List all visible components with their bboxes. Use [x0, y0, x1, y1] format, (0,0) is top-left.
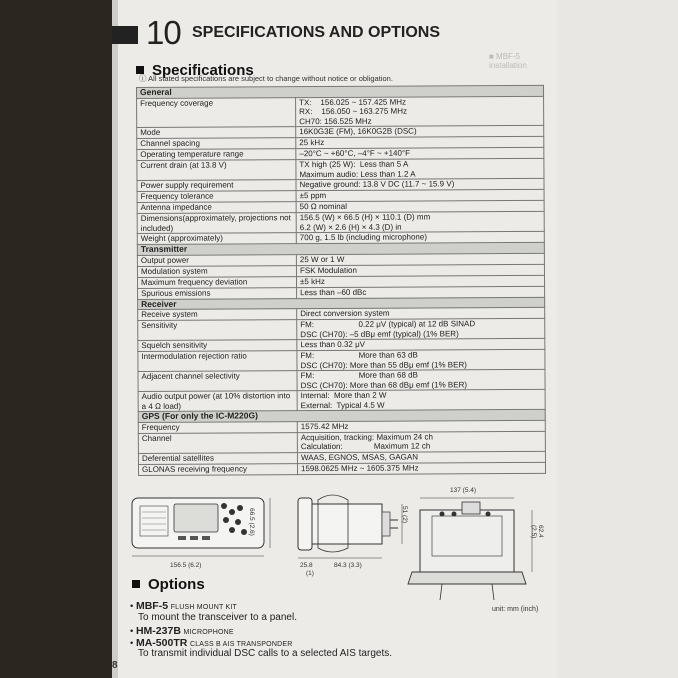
option-ma500tr: • MA-500TR CLASS B AIS TRANSPONDER [130, 637, 293, 649]
spec-label: Spurious emissions [138, 287, 297, 299]
spec-label: Power supply requirement [137, 180, 296, 192]
chapter-tab [112, 26, 138, 44]
spec-value-line: DSC (CH70): –5 dBμ emf (typical) (1% BER) [300, 328, 459, 339]
spec-row [137, 96, 544, 128]
spec-value-line: 1598.0625 MHz ~ 1605.375 MHz [300, 463, 419, 473]
spec-value-line: Calculation: Maximum 12 ch [300, 441, 431, 452]
spec-row [138, 389, 545, 411]
spec-label: Frequency [138, 421, 297, 433]
adjacent-page-heading: ■ MBF-5 installation [489, 52, 527, 70]
spec-row [137, 158, 544, 180]
spec-value [296, 96, 544, 127]
spec-label: Audio output power (at 10% distortion into a 4 Ω load) [138, 391, 297, 412]
page-spine [112, 0, 118, 678]
bracket-height-dimension: 62.4 (2.5) [530, 525, 544, 539]
spec-label: Receive system [138, 309, 297, 321]
spec-value-line: Less than 0.32 μV [300, 339, 366, 350]
spec-value-line: Direct conversion system [300, 308, 390, 319]
spec-value-line: 700 g, 1.5 lb (including microphone) [299, 232, 428, 243]
option-ma500tr-description: To transmit individual DSC calls to a selected AIS targets. [138, 648, 393, 659]
spec-value [297, 369, 545, 390]
spec-value-line: TX: 156.025 ~ 157.425 MHz [299, 97, 407, 107]
bracket-view-diagram [402, 494, 552, 604]
specifications-note: ⓘ All stated specifications are subject to change without notice or obligation. [139, 74, 393, 83]
spec-label: Frequency coverage [137, 97, 296, 127]
spec-value-line: Internal: More than 2 W [300, 390, 387, 401]
spec-value-line: 156.5 (W) × 66.5 (H) × 110.1 (D) mm [299, 212, 431, 223]
spec-row [138, 349, 545, 371]
spec-row [138, 431, 545, 453]
spec-label: Mode [137, 127, 296, 139]
spec-value-line: External: Typical 4.5 W [300, 400, 385, 410]
spec-label: Modulation system [137, 265, 296, 277]
front-view-diagram [128, 494, 278, 574]
spec-value-line: CH70: 156.525 MHz [299, 116, 372, 126]
spec-label: Weight (approximately) [137, 233, 296, 245]
chapter-title: SPECIFICATIONS AND OPTIONS [192, 24, 441, 41]
unit-note: unit: mm (inch) [492, 606, 539, 613]
spec-value-line: FM: More than 68 dB [300, 370, 418, 381]
spec-value-line: WAAS, EGNOS, MSAS, GAGAN [300, 452, 419, 462]
chapter-number: 10 [146, 14, 181, 51]
spec-section-title: Transmitter [137, 242, 544, 255]
spec-label: Current drain (at 13.8 V) [137, 160, 296, 181]
side-depth-b-dimension: 84.3 (3.3) [334, 562, 362, 569]
spec-value-line: Maximum audio: Less than 1.2 A [299, 169, 416, 179]
spec-value-line: ±5 kHz [299, 276, 325, 286]
spec-label: Antenna impedance [137, 202, 296, 214]
spec-section-title: Receiver [138, 297, 545, 310]
spec-value-line: RX: 156.050 ~ 163.275 MHz [299, 106, 407, 117]
spec-value-line: FSK Modulation [299, 265, 357, 275]
spec-label: Maximum frequency deviation [137, 276, 296, 288]
spec-value-line: FM: More than 63 dB [300, 350, 418, 361]
spec-value-line: Acquisition, tracking: Maximum 24 ch [300, 431, 433, 442]
options-heading: Options [132, 576, 205, 593]
side-depth-a-inch: (1) [306, 570, 314, 577]
spec-label: Output power [137, 254, 296, 266]
option-mbf5-description: To mount the transceiver to a panel. [138, 612, 297, 623]
spec-value-line: –20°C ~ +60°C, –4°F ~ +140°F [299, 148, 411, 159]
spec-value-line: ±5 ppm [299, 191, 327, 201]
side-height-dimension: 51 (2) [401, 506, 408, 523]
spec-value-line: DSC (CH70): More than 68 dBμ emf (1% BER) [300, 379, 468, 390]
spec-value [297, 318, 545, 339]
spec-value [297, 389, 545, 410]
spec-value [297, 462, 545, 474]
option-mbf5: • MBF-5 FLUSH MOUNT KIT [130, 600, 237, 612]
spec-label: Dimensions(approximately, projections not included) [137, 213, 296, 234]
spec-section-title: General [137, 85, 544, 98]
spec-label: Operating temperature range [137, 149, 296, 161]
spec-value-line: 50 Ω nominal [299, 201, 347, 212]
spec-label: Channel [138, 432, 297, 453]
spec-label: Frequency tolerance [137, 191, 296, 203]
spec-row [137, 211, 544, 233]
spec-value [297, 431, 545, 452]
bracket-width-dimension: 137 (5.4) [450, 487, 477, 494]
specifications-heading: Specifications [136, 62, 254, 79]
spec-value-line: 25 W or 1 W [299, 254, 345, 264]
spec-row [138, 462, 545, 475]
spec-value-line: Negative ground: 13.8 V DC (11.7 ~ 15.9 V) [299, 179, 455, 190]
spec-value-line: 1575.42 MHz [300, 421, 349, 431]
manual-page [112, 0, 557, 678]
specifications-table [136, 85, 546, 476]
spec-value-line: Less than –60 dBc [300, 287, 367, 297]
spec-label: Intermodulation rejection ratio [138, 351, 297, 372]
spec-label: Channel spacing [137, 138, 296, 150]
front-width-dimension: 156.5 (6.2) [170, 562, 202, 569]
spec-value [296, 211, 544, 232]
spec-label: Squelch sensitivity [138, 340, 297, 352]
front-height-dimension: 66.5 (2.6) [248, 508, 255, 536]
spec-value [296, 158, 544, 179]
spec-value-line: DSC (CH70): More than 55 dBμ emf (1% BER) [300, 359, 467, 370]
page-number: 8 [112, 660, 118, 671]
spec-section-title: GPS (For only the IC-M220G) [138, 409, 545, 422]
spec-value-line: 6.2 (W) × 2.6 (H) × 4.3 (D) in [299, 222, 402, 232]
spec-value-line: TX high (25 W): Less than 5 A [299, 159, 409, 170]
side-depth-a-dimension: 25.8 [300, 562, 313, 569]
spec-row [138, 318, 545, 340]
adjacent-page [557, 0, 678, 678]
spec-label: Adjacent channel selectivity [138, 371, 297, 392]
spec-value-line: 25 kHz [299, 138, 325, 148]
spec-label: Deferential satellites [138, 452, 297, 464]
spec-row [138, 369, 545, 391]
spec-value-line: FM: 0.22 μV (typical) at 12 dB SINAD [300, 319, 476, 330]
spec-value-line: 16K0G3E (FM), 16K0G2B (DSC) [299, 126, 417, 137]
spec-label: GLONAS receiving frequency [138, 463, 297, 475]
spec-value [297, 349, 545, 370]
spec-label: Sensitivity [138, 320, 297, 341]
side-view-diagram [292, 490, 412, 570]
option-hm237b: • HM-237B MICROPHONE [130, 625, 234, 637]
